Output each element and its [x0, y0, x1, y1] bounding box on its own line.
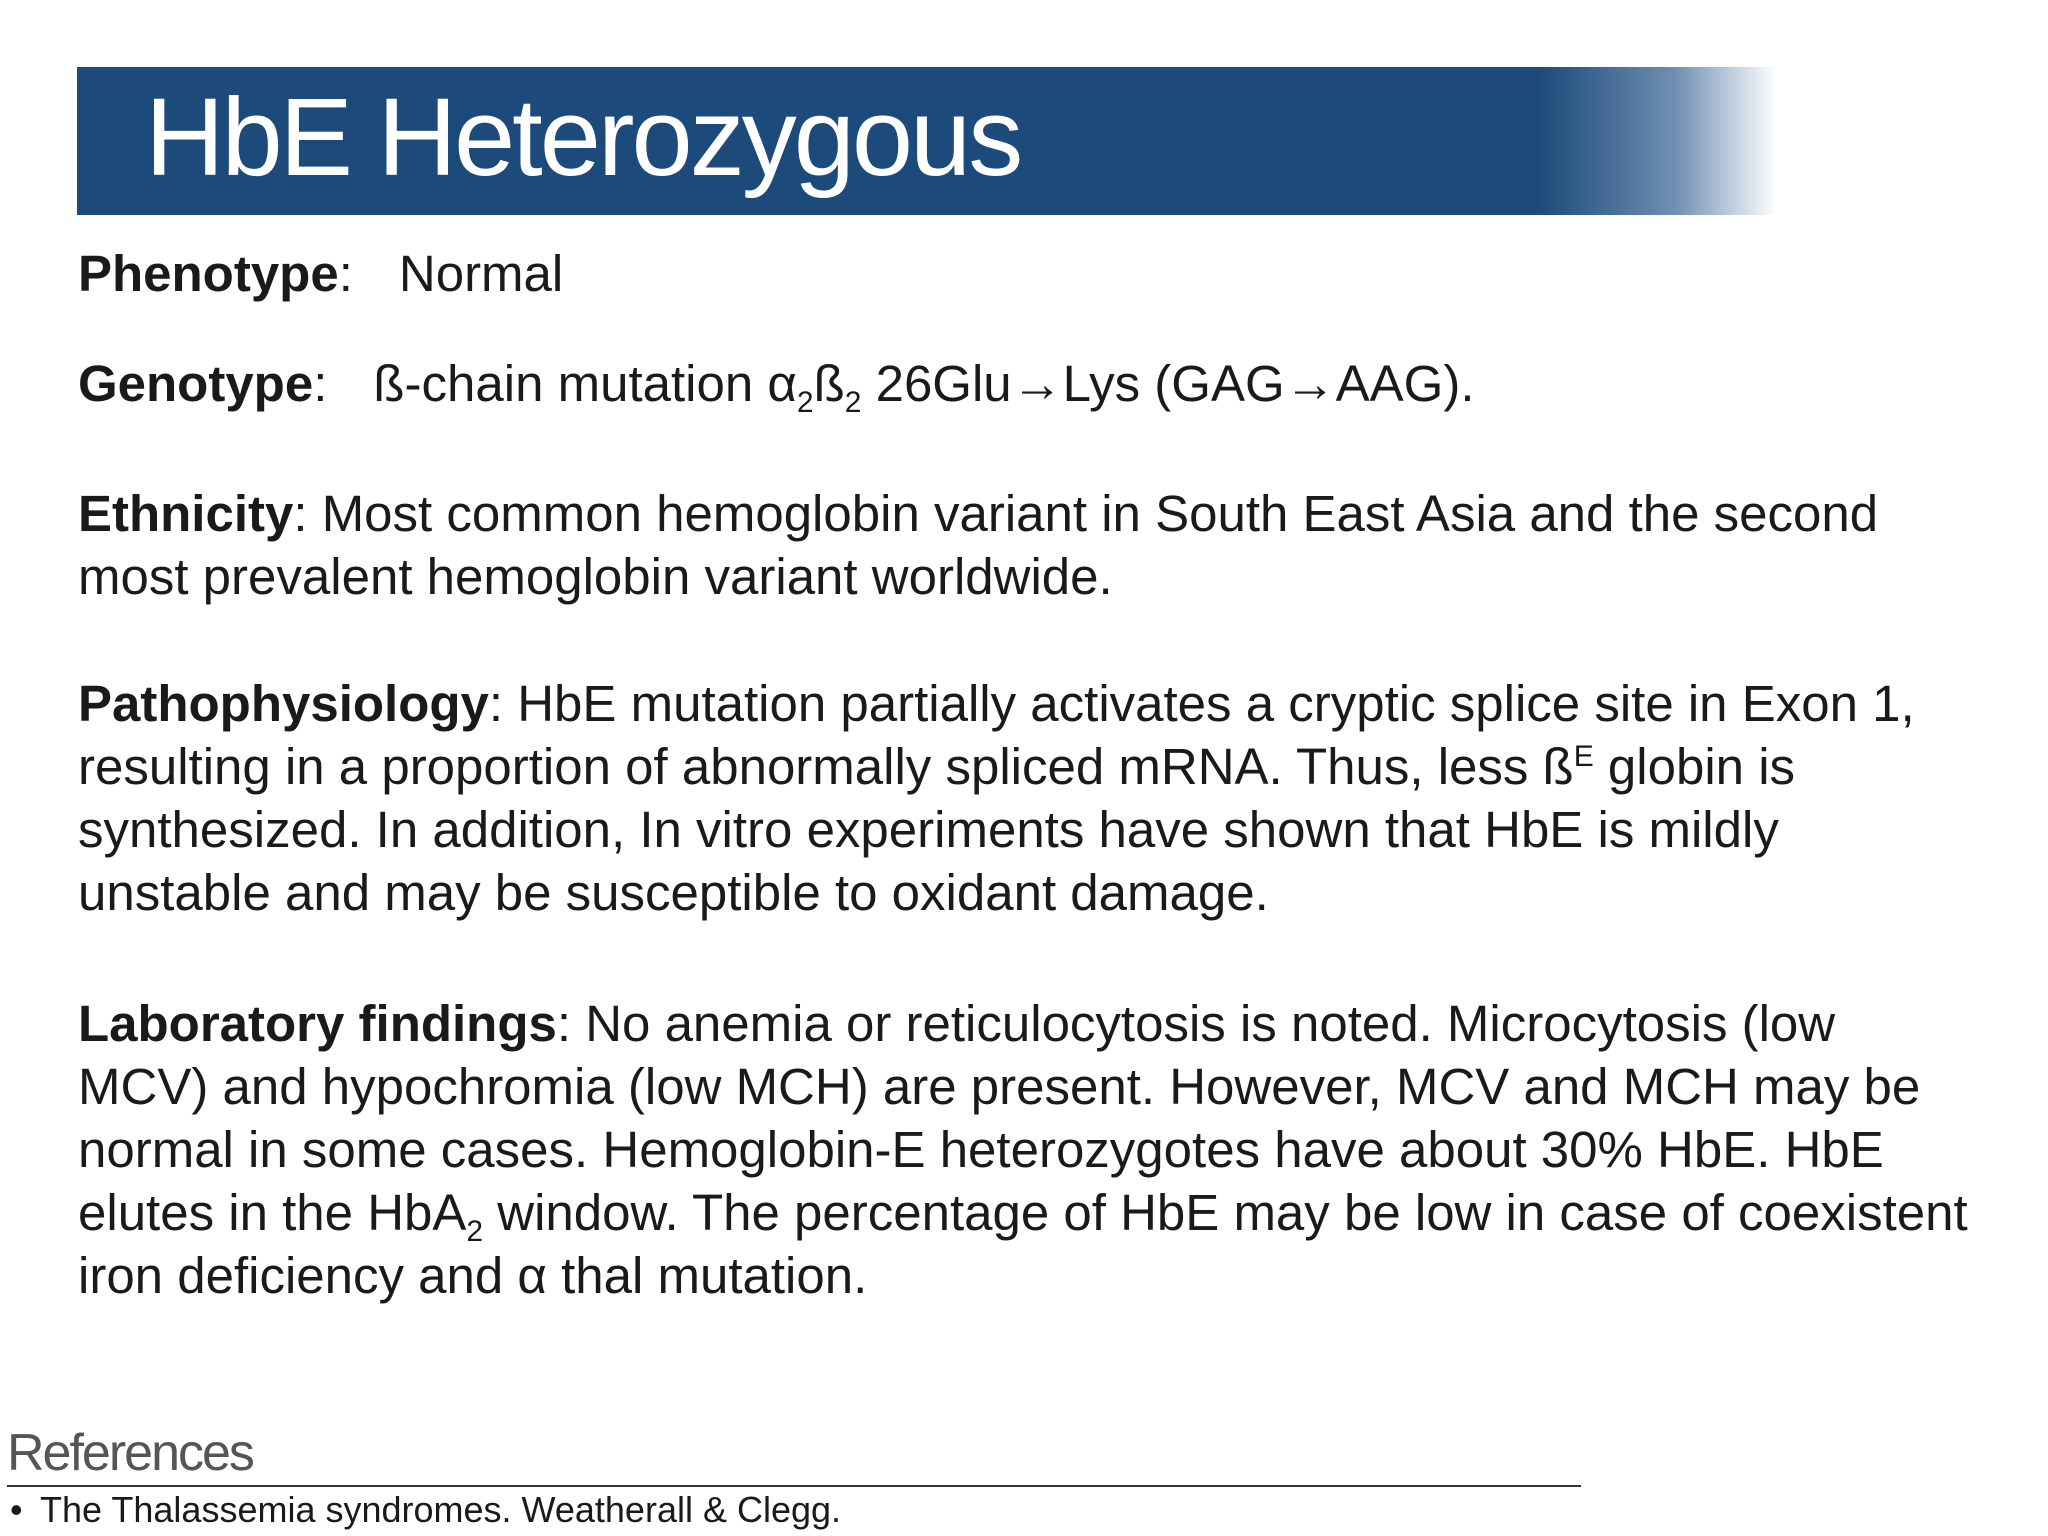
title-banner: [77, 67, 1777, 215]
genotype-beta: ß: [813, 355, 845, 412]
laboratory-label: Laboratory findings: [78, 995, 557, 1052]
pathophysiology-label: Pathophysiology: [78, 675, 489, 732]
genotype-label: Genotype: [78, 355, 314, 412]
ethnicity-label: Ethnicity: [78, 485, 294, 542]
laboratory-text-after: window. The percentage of HbE may be low in case of coexistent iron deficiency and α thal mutation.: [78, 1184, 1968, 1304]
phenotype-colon: :: [338, 245, 353, 302]
references-header: [7, 1423, 1581, 1487]
pathophysiology-text-before: HbE mutation partially activates a cryptic splice site in Exon 1, resulting in a proportion of abnormally spliced mRNA. Thus, less ß: [78, 675, 1915, 795]
phenotype-label: Phenotype: [78, 245, 339, 302]
pathophysiology-text-after: globin is synthesized. In addition, In vitro experiments have shown that HbE is mildly unstable and may be susceptible to oxidant damage.: [78, 738, 1796, 921]
phenotype-section: [78, 242, 563, 305]
reference-text: The Thalassemia syndromes. Weatherall & Clegg.: [40, 1489, 842, 1530]
references-title: References: [7, 1424, 253, 1482]
genotype-prefix: ß-chain mutation α: [373, 355, 797, 412]
ethnicity-text: Most common hemoglobin variant in South East Asia and the second most prevalent hemoglobin variant worldwide.: [78, 485, 1879, 605]
ethnicity-section: [78, 482, 1938, 608]
laboratory-sub: 2: [466, 1215, 484, 1249]
pathophysiology-section: [78, 672, 1978, 924]
phenotype-value: Normal: [398, 245, 564, 302]
genotype-colon: :: [313, 355, 328, 412]
genotype-sub-alpha: 2: [796, 386, 814, 420]
genotype-section: [78, 352, 1475, 420]
laboratory-text-before: No anemia or reticulocytosis is noted. Microcytosis (low MCV) and hypochromia (low MCH) are present. However, MCV and MCH may be normal in some cases. Hemoglobin-E heterozygotes have about 30% HbE. HbE elutes in the HbA: [78, 995, 1921, 1241]
laboratory-colon: :: [556, 995, 586, 1052]
ethnicity-colon: :: [293, 485, 322, 542]
reference-item: [10, 1488, 841, 1532]
pathophysiology-colon: :: [488, 675, 518, 732]
genotype-suffix: 26Glu→Lys (GAG→AAG).: [861, 355, 1475, 412]
genotype-sub-beta: 2: [844, 386, 862, 420]
pathophysiology-sup: E: [1573, 740, 1594, 773]
laboratory-findings-section: [78, 992, 1978, 1307]
slide-title: HbE Heterozygous: [145, 76, 1021, 199]
bullet-icon: •: [10, 1489, 23, 1530]
